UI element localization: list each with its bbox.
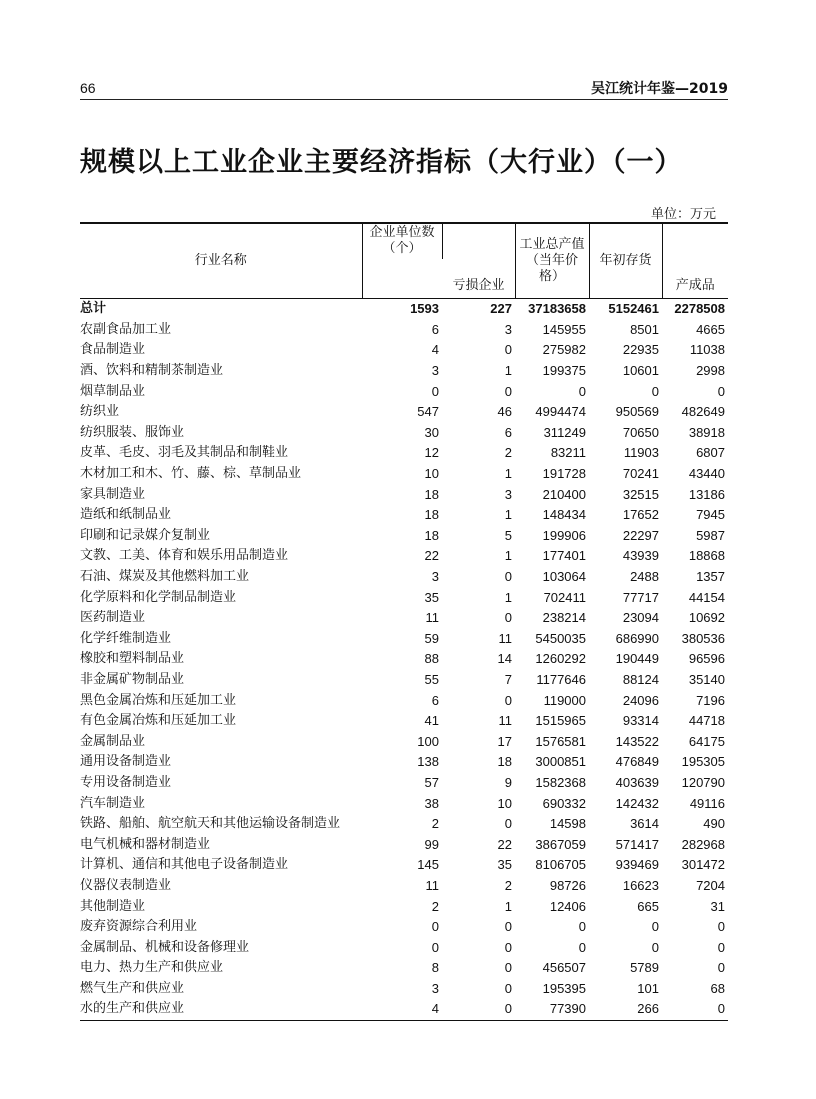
row-inventory: 950569 — [615, 404, 659, 420]
table-row — [80, 443, 728, 464]
row-output: 14598 — [549, 816, 586, 832]
table-row — [80, 855, 728, 876]
row-finished: 0 — [717, 960, 725, 976]
row-loss: 0 — [504, 960, 512, 976]
row-inventory: 8501 — [630, 321, 659, 337]
row-loss: 1 — [504, 898, 512, 914]
col-header-units-line1: 企业单位数 — [369, 225, 435, 241]
row-finished: 490 — [703, 816, 725, 832]
row-loss: 11 — [498, 630, 512, 646]
row-units: 547 — [417, 404, 439, 420]
row-inventory: 5789 — [630, 960, 659, 976]
row-output: 119000 — [543, 692, 586, 708]
row-finished: 64175 — [688, 733, 725, 749]
row-units: 4 — [362, 999, 442, 1020]
row-inventory: 939469 — [615, 857, 659, 873]
row-loss: 1 — [504, 548, 512, 564]
row-name: 专用设备制造业 — [80, 774, 172, 790]
row-output: 37183658 — [528, 301, 586, 317]
row-name: 木材加工和木、竹、藤、棕、草制品业 — [80, 466, 302, 482]
row-inventory: 665 — [637, 898, 659, 914]
row-loss: 2 — [504, 445, 512, 461]
row-output: 0 — [578, 919, 586, 935]
row-finished: 68 — [710, 980, 725, 996]
row-loss: 22 — [497, 836, 512, 852]
row-name: 食品制造业 — [80, 342, 146, 358]
row-output: 199375 — [542, 363, 586, 379]
row-inventory: 5152461 — [608, 301, 659, 317]
row-loss: 5 — [504, 527, 512, 543]
table-row — [80, 402, 728, 423]
industry-indicators-table — [80, 222, 728, 1021]
row-inventory: 476849 — [615, 754, 659, 770]
row-units: 6 — [431, 692, 439, 708]
row-loss: 1 — [504, 466, 512, 482]
row-output: 1515965 — [535, 713, 586, 729]
row-output: 148434 — [542, 507, 586, 523]
row-name: 其他制造业 — [80, 898, 146, 914]
row-units: 3 — [431, 980, 439, 996]
row-name: 石油、煤炭及其他燃料加工业 — [80, 569, 250, 585]
table-row — [80, 773, 728, 794]
row-finished: 0 — [717, 939, 725, 955]
row-loss: 227 — [490, 301, 512, 317]
col-header-output — [515, 223, 589, 298]
row-units: 145 — [417, 857, 439, 873]
table-row — [80, 423, 728, 444]
row-inventory: 143522 — [615, 733, 659, 749]
row-loss: 14 — [497, 651, 512, 667]
table-row — [80, 731, 728, 752]
row-name: 电气机械和器材制造业 — [80, 836, 211, 852]
table-row — [80, 546, 728, 567]
table-row — [80, 814, 728, 835]
col-header-name: 行业名称 — [80, 223, 362, 298]
row-finished: 13186 — [688, 486, 725, 502]
table-row — [80, 917, 728, 938]
row-output: 8106705 — [535, 857, 586, 873]
table-row — [80, 526, 728, 547]
row-inventory: 17652 — [622, 507, 659, 523]
row-finished: 282968 — [681, 836, 725, 852]
row-units: 59 — [424, 630, 439, 646]
row-inventory: 24096 — [622, 692, 659, 708]
row-units: 2 — [431, 816, 439, 832]
row-units: 38 — [424, 795, 439, 811]
row-units: 100 — [417, 733, 439, 749]
col-header-units-spacer — [362, 259, 442, 298]
row-name: 铁路、船舶、航空航天和其他运输设备制造业 — [80, 816, 341, 832]
col-header-inventory: 年初存货 — [599, 253, 652, 268]
table-header — [80, 223, 728, 299]
row-finished: 482649 — [681, 404, 725, 420]
row-finished: 44718 — [688, 713, 725, 729]
row-name: 家具制造业 — [80, 486, 146, 502]
page-header — [80, 74, 728, 100]
row-loss: 46 — [497, 404, 512, 420]
row-inventory: 16623 — [622, 877, 659, 893]
row-loss: 0 — [504, 980, 512, 996]
row-name: 燃气生产和供应业 — [80, 980, 185, 996]
row-name: 计算机、通信和其他电子设备制造业 — [80, 857, 289, 873]
row-units: 0 — [431, 939, 439, 955]
row-units: 0 — [431, 919, 439, 935]
row-units: 8 — [431, 960, 439, 976]
row-output: 199906 — [542, 527, 586, 543]
col-header-output-line1: 工业总产值 — [519, 237, 585, 252]
row-loss: 0 — [504, 939, 512, 955]
table-row — [80, 587, 728, 608]
table-row — [80, 793, 728, 814]
row-units: 18 — [424, 527, 439, 543]
row-finished: 195305 — [681, 754, 725, 770]
table-row — [80, 464, 728, 485]
row-units: 10 — [424, 466, 439, 482]
row-inventory: 266 — [589, 999, 662, 1020]
table-row — [80, 876, 728, 897]
table-row — [80, 670, 728, 691]
row-output: 275982 — [542, 342, 586, 358]
row-inventory: 93314 — [622, 713, 659, 729]
row-finished: 49116 — [689, 795, 725, 811]
row-output: 103064 — [542, 569, 586, 585]
row-name: 化学原料和化学制品制造业 — [80, 589, 237, 605]
row-output: 0 — [578, 383, 586, 399]
row-output: 5450035 — [535, 630, 586, 646]
row-loss: 0 — [504, 692, 512, 708]
row-inventory: 70241 — [622, 466, 659, 482]
row-inventory: 0 — [651, 383, 659, 399]
row-finished: 96596 — [688, 651, 725, 667]
row-loss: 0 — [504, 383, 512, 399]
row-inventory: 11903 — [623, 445, 659, 461]
row-inventory: 101 — [637, 980, 659, 996]
row-inventory: 88124 — [622, 671, 659, 687]
row-inventory: 571417 — [615, 836, 659, 852]
row-output: 83211 — [550, 445, 586, 461]
row-inventory: 142432 — [615, 795, 659, 811]
row-units: 1593 — [410, 301, 439, 317]
row-finished: 301472 — [681, 857, 725, 873]
row-output: 77390 — [515, 999, 589, 1020]
table-row — [80, 381, 728, 402]
row-loss: 0 — [442, 999, 515, 1020]
row-units: 55 — [424, 671, 439, 687]
table-row — [80, 629, 728, 650]
row-name: 金属制品业 — [80, 733, 146, 749]
row-finished: 11038 — [689, 342, 725, 358]
row-name: 有色金属冶炼和压延加工业 — [80, 713, 237, 729]
row-units: 2 — [431, 898, 439, 914]
row-inventory: 686990 — [615, 630, 659, 646]
book-title: 吴江统计年鉴—2019 — [591, 81, 728, 97]
col-header-finished: 产成品 — [662, 223, 728, 298]
row-output: 3000851 — [535, 754, 586, 770]
row-output: 145955 — [542, 321, 586, 337]
row-name: 文教、工美、体育和娱乐用品制造业 — [80, 548, 289, 564]
row-units: 11 — [425, 877, 439, 893]
row-name: 汽车制造业 — [80, 795, 146, 811]
row-output: 4994474 — [535, 404, 586, 420]
row-finished: 380536 — [681, 630, 725, 646]
table-row-total — [80, 299, 728, 320]
row-loss: 17 — [497, 733, 512, 749]
table-body — [80, 299, 728, 1021]
row-loss: 0 — [504, 610, 512, 626]
table-row — [80, 896, 728, 917]
row-inventory: 2488 — [630, 569, 659, 585]
row-units: 3 — [431, 569, 439, 585]
page-title: 规模以上工业企业主要经济指标（大行业）（一） — [80, 147, 683, 178]
row-loss: 0 — [504, 569, 512, 585]
row-output: 12406 — [549, 898, 586, 914]
row-units: 6 — [431, 321, 439, 337]
row-output: 210400 — [542, 486, 586, 502]
row-loss: 0 — [504, 342, 512, 358]
row-finished: 44154 — [688, 589, 725, 605]
row-finished: 0 — [717, 383, 725, 399]
row-output: 3867059 — [535, 836, 586, 852]
row-inventory: 32515 — [622, 486, 659, 502]
row-inventory: 0 — [651, 939, 659, 955]
table-row — [80, 484, 728, 505]
row-finished: 2278508 — [674, 301, 725, 317]
row-finished: 7945 — [696, 507, 725, 523]
row-finished: 0 — [662, 999, 728, 1020]
unit-label: 单位：万元 — [650, 207, 716, 222]
table-row — [80, 340, 728, 361]
row-inventory: 3614 — [630, 816, 659, 832]
table-row — [80, 649, 728, 670]
row-name: 橡胶和塑料制品业 — [80, 651, 185, 667]
row-name: 废弃资源综合利用业 — [80, 919, 198, 935]
header-rule — [80, 99, 728, 100]
row-finished: 7204 — [696, 877, 725, 893]
row-finished: 10692 — [688, 610, 725, 626]
row-name: 纺织业 — [80, 404, 120, 420]
row-name: 纺织服装、服饰业 — [80, 424, 185, 440]
row-inventory: 403639 — [615, 774, 659, 790]
row-loss: 1 — [504, 507, 512, 523]
row-finished: 31 — [710, 898, 725, 914]
row-finished: 5987 — [696, 527, 725, 543]
col-header-output-line2: （当年价格） — [525, 253, 578, 284]
row-output: 456507 — [542, 960, 586, 976]
table-row — [80, 505, 728, 526]
row-loss: 1 — [504, 589, 512, 605]
row-output: 1582368 — [535, 774, 586, 790]
row-loss: 1 — [504, 363, 512, 379]
col-header-units-line2: （个） — [382, 241, 422, 257]
row-loss: 10 — [497, 795, 512, 811]
row-units: 88 — [424, 651, 439, 667]
table-row — [80, 567, 728, 588]
row-finished: 18868 — [688, 548, 725, 564]
row-units: 18 — [424, 507, 439, 523]
table-row — [80, 834, 728, 855]
row-name: 医药制造业 — [80, 610, 146, 626]
table-row — [80, 690, 728, 711]
row-output: 1177646 — [536, 671, 586, 687]
row-finished: 1357 — [696, 569, 725, 585]
row-name: 印刷和记录媒介复制业 — [80, 527, 211, 543]
row-output: 1576581 — [535, 733, 586, 749]
table-row — [80, 608, 728, 629]
row-inventory: 43939 — [622, 548, 659, 564]
row-inventory: 70650 — [622, 424, 659, 440]
row-units: 138 — [417, 754, 439, 770]
row-finished: 38918 — [688, 424, 725, 440]
row-units: 12 — [424, 445, 439, 461]
row-units: 4 — [431, 342, 439, 358]
row-loss: 6 — [504, 424, 512, 440]
row-inventory: 77717 — [622, 589, 659, 605]
row-finished: 6807 — [696, 445, 725, 461]
row-finished: 35140 — [688, 671, 725, 687]
row-inventory: 10601 — [622, 363, 659, 379]
row-units: 30 — [424, 424, 439, 440]
row-name: 电力、热力生产和供应业 — [80, 960, 224, 976]
row-name: 造纸和纸制品业 — [80, 507, 172, 523]
row-loss: 3 — [504, 321, 512, 337]
row-output: 0 — [578, 939, 586, 955]
row-finished: 0 — [717, 919, 725, 935]
row-finished: 7196 — [696, 692, 725, 708]
row-units: 57 — [424, 774, 439, 790]
col-header-units — [362, 223, 442, 259]
row-loss: 9 — [504, 774, 512, 790]
row-loss: 18 — [497, 754, 512, 770]
table-row — [80, 937, 728, 958]
row-name: 水的生产和供应业 — [80, 999, 362, 1020]
row-name: 化学纤维制造业 — [80, 630, 172, 646]
table-row — [80, 711, 728, 732]
row-units: 35 — [424, 589, 439, 605]
row-output: 191728 — [542, 466, 586, 482]
table-row — [80, 752, 728, 773]
row-name: 烟草制品业 — [80, 383, 146, 399]
table-row — [80, 979, 728, 1000]
row-units: 99 — [424, 836, 439, 852]
row-loss: 11 — [498, 713, 512, 729]
page-number: 66 — [80, 80, 96, 96]
row-name: 非金属矿物制品业 — [80, 671, 185, 687]
row-inventory: 22297 — [622, 527, 659, 543]
row-inventory: 0 — [651, 919, 659, 935]
row-name: 仪器仪表制造业 — [80, 877, 172, 893]
row-name: 酒、饮料和精制茶制造业 — [80, 363, 224, 379]
row-name: 皮革、毛皮、羽毛及其制品和制鞋业 — [80, 445, 289, 461]
row-units: 0 — [431, 383, 439, 399]
row-units: 22 — [424, 548, 439, 564]
row-loss: 2 — [504, 877, 512, 893]
row-loss: 35 — [497, 857, 512, 873]
row-finished: 120790 — [681, 774, 725, 790]
row-loss: 7 — [504, 671, 512, 687]
row-output: 1260292 — [535, 651, 586, 667]
row-inventory: 190449 — [615, 651, 659, 667]
row-loss: 3 — [504, 486, 512, 502]
row-loss: 0 — [504, 919, 512, 935]
row-name: 金属制品、机械和设备修理业 — [80, 939, 250, 955]
row-output: 177401 — [542, 548, 586, 564]
row-output: 98726 — [549, 877, 586, 893]
row-output: 238214 — [542, 610, 586, 626]
table-row — [80, 320, 728, 341]
col-header-loss: 亏损企业 — [442, 223, 515, 298]
row-finished: 43440 — [688, 466, 725, 482]
row-output: 690332 — [542, 795, 586, 811]
table-row — [80, 958, 728, 979]
table-row — [80, 361, 728, 382]
table-row — [80, 999, 728, 1020]
row-units: 18 — [424, 486, 439, 502]
row-output: 702411 — [543, 589, 586, 605]
row-units: 11 — [425, 610, 439, 626]
row-finished: 4665 — [696, 321, 725, 337]
row-output: 195395 — [542, 980, 586, 996]
row-name: 黑色金属冶炼和压延加工业 — [80, 692, 237, 708]
row-finished: 2998 — [696, 363, 725, 379]
row-units: 3 — [431, 363, 439, 379]
row-inventory: 22935 — [622, 342, 659, 358]
row-name: 通用设备制造业 — [80, 754, 172, 770]
row-name: 农副食品加工业 — [80, 321, 172, 337]
row-units: 41 — [424, 713, 439, 729]
row-loss: 0 — [504, 816, 512, 832]
row-inventory: 23094 — [622, 610, 659, 626]
row-name: 总计 — [80, 301, 107, 317]
row-output: 311249 — [543, 424, 586, 440]
